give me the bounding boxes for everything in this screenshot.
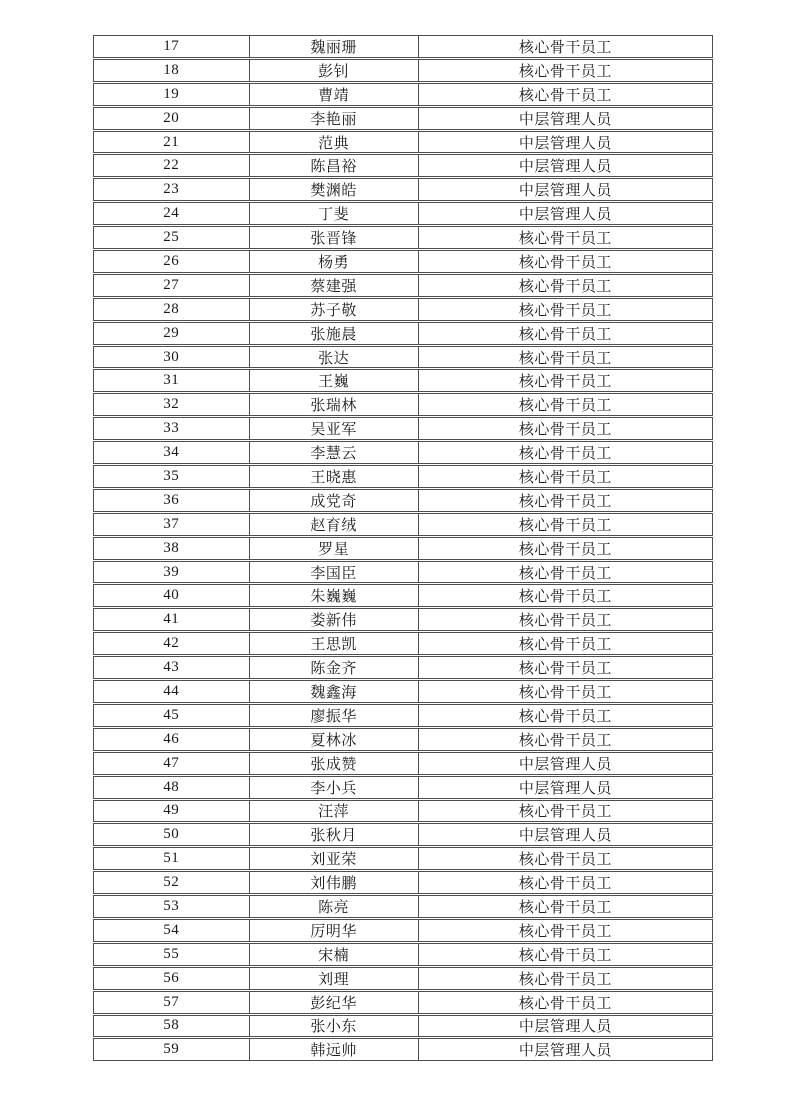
row-number-cell: 35 — [163, 467, 180, 484]
row-number-cell: 58 — [163, 1017, 180, 1034]
employee-level-cell: 核心骨干员工 — [418, 609, 712, 630]
row-number-cell: 56 — [163, 969, 180, 986]
table-row — [93, 369, 713, 392]
employee-level-cell: 核心骨干员工 — [418, 633, 712, 654]
table-row — [93, 967, 713, 990]
employee-level-cell: 核心骨干员工 — [418, 944, 712, 965]
employee-name-cell: 刘亚荣 — [249, 848, 418, 869]
row-number-cell: 20 — [163, 109, 180, 126]
employee-name-cell: 彭钊 — [249, 60, 418, 81]
table-row — [93, 919, 713, 942]
table-row — [93, 83, 713, 106]
employee-name-cell: 张小东 — [249, 1016, 418, 1037]
table-row — [93, 154, 713, 177]
employee-name-cell: 吴亚军 — [249, 418, 418, 439]
row-number-cell: 57 — [163, 993, 180, 1010]
employee-name-cell: 李国臣 — [249, 562, 418, 583]
employee-name-cell: 陈昌裕 — [249, 155, 418, 176]
employee-name-cell: 刘理 — [249, 968, 418, 989]
row-number-cell: 50 — [163, 826, 180, 843]
row-number-cell: 34 — [163, 444, 180, 461]
table-row — [93, 393, 713, 416]
employee-level-cell: 核心骨干员工 — [418, 562, 712, 583]
row-number-cell: 17 — [163, 37, 180, 54]
employee-name-cell: 王晓惠 — [249, 466, 418, 487]
table-row — [93, 632, 713, 655]
row-number-cell: 45 — [163, 706, 180, 723]
employee-name-cell: 韩远帅 — [249, 1039, 418, 1060]
row-number-cell: 46 — [163, 730, 180, 747]
table-row — [93, 752, 713, 775]
row-number-cell: 38 — [163, 539, 180, 556]
row-number-cell: 18 — [163, 61, 180, 78]
table-row — [93, 537, 713, 560]
employee-name-cell: 宋楠 — [249, 944, 418, 965]
table-row — [93, 35, 713, 58]
employee-level-cell: 核心骨干员工 — [418, 394, 712, 415]
employee-name-cell: 夏林冰 — [249, 729, 418, 750]
employee-level-cell: 核心骨干员工 — [418, 657, 712, 678]
employee-name-cell: 张施晨 — [249, 323, 418, 344]
employee-level-cell: 核心骨干员工 — [418, 514, 712, 535]
employee-level-cell: 核心骨干员工 — [418, 538, 712, 559]
employee-roster-table — [93, 35, 713, 1061]
employee-level-cell: 核心骨干员工 — [418, 490, 712, 511]
employee-level-cell: 中层管理人员 — [418, 203, 712, 224]
row-number-cell: 22 — [163, 157, 180, 174]
employee-level-cell: 核心骨干员工 — [418, 585, 712, 606]
row-number-cell: 30 — [163, 348, 180, 365]
employee-name-cell: 刘伟鹏 — [249, 872, 418, 893]
employee-name-cell: 赵育绒 — [249, 514, 418, 535]
employee-name-cell: 廖振华 — [249, 705, 418, 726]
table-row — [93, 561, 713, 584]
row-number-cell: 21 — [163, 133, 180, 150]
employee-level-cell: 核心骨干员工 — [418, 60, 712, 81]
employee-level-cell: 核心骨干员工 — [418, 227, 712, 248]
table-row — [93, 178, 713, 201]
table-row — [93, 489, 713, 512]
employee-name-cell: 杨勇 — [249, 251, 418, 272]
table-row — [93, 847, 713, 870]
employee-level-cell: 核心骨干员工 — [418, 920, 712, 941]
employee-level-cell: 核心骨干员工 — [418, 872, 712, 893]
row-number-cell: 36 — [163, 491, 180, 508]
table-row — [93, 274, 713, 297]
employee-name-cell: 陈金齐 — [249, 657, 418, 678]
table-row — [93, 584, 713, 607]
employee-level-cell: 中层管理人员 — [418, 179, 712, 200]
employee-name-cell: 王巍 — [249, 370, 418, 391]
employee-level-cell: 核心骨干员工 — [418, 681, 712, 702]
table-row — [93, 322, 713, 345]
employee-name-cell: 李小兵 — [249, 777, 418, 798]
row-number-cell: 37 — [163, 515, 180, 532]
row-number-cell: 48 — [163, 778, 180, 795]
employee-name-cell: 陈亮 — [249, 896, 418, 917]
table-row — [93, 202, 713, 225]
employee-name-cell: 王思凯 — [249, 633, 418, 654]
employee-level-cell: 中层管理人员 — [418, 777, 712, 798]
table-row — [93, 417, 713, 440]
employee-level-cell: 核心骨干员工 — [418, 84, 712, 105]
table-row — [93, 1038, 713, 1061]
table-row — [93, 871, 713, 894]
employee-name-cell: 张秋月 — [249, 824, 418, 845]
row-number-cell: 27 — [163, 276, 180, 293]
employee-level-cell: 核心骨干员工 — [418, 299, 712, 320]
employee-name-cell: 厉明华 — [249, 920, 418, 941]
employee-name-cell: 樊渊皓 — [249, 179, 418, 200]
row-number-cell: 39 — [163, 563, 180, 580]
table-row — [93, 776, 713, 799]
row-number-cell: 41 — [163, 611, 180, 628]
table-row — [93, 513, 713, 536]
employee-name-cell: 魏鑫海 — [249, 681, 418, 702]
employee-name-cell: 丁斐 — [249, 203, 418, 224]
table-row — [93, 59, 713, 82]
employee-level-cell: 中层管理人员 — [418, 1016, 712, 1037]
employee-name-cell: 李艳丽 — [249, 108, 418, 129]
table-row — [93, 250, 713, 273]
table-row — [93, 131, 713, 154]
row-number-cell: 33 — [163, 420, 180, 437]
table-row — [93, 895, 713, 918]
row-number-cell: 25 — [163, 229, 180, 246]
employee-level-cell: 核心骨干员工 — [418, 251, 712, 272]
row-number-cell: 49 — [163, 802, 180, 819]
table-row — [93, 943, 713, 966]
employee-name-cell: 成党奇 — [249, 490, 418, 511]
employee-level-cell: 核心骨干员工 — [418, 705, 712, 726]
employee-level-cell: 核心骨干员工 — [418, 848, 712, 869]
employee-level-cell: 中层管理人员 — [418, 132, 712, 153]
employee-name-cell: 彭纪华 — [249, 992, 418, 1013]
row-number-cell: 31 — [163, 372, 180, 389]
employee-name-cell: 曹靖 — [249, 84, 418, 105]
employee-name-cell: 李慧云 — [249, 442, 418, 463]
employee-level-cell: 核心骨干员工 — [418, 370, 712, 391]
employee-level-cell: 中层管理人员 — [418, 108, 712, 129]
table-row — [93, 704, 713, 727]
row-number-cell: 43 — [163, 659, 180, 676]
row-number-cell: 40 — [163, 587, 180, 604]
row-number-cell: 44 — [163, 682, 180, 699]
employee-level-cell: 核心骨干员工 — [418, 968, 712, 989]
table-row — [93, 800, 713, 823]
employee-level-cell: 中层管理人员 — [418, 155, 712, 176]
table-row — [93, 728, 713, 751]
row-number-cell: 26 — [163, 252, 180, 269]
row-number-cell: 24 — [163, 205, 180, 222]
employee-level-cell: 核心骨干员工 — [418, 466, 712, 487]
row-number-cell: 59 — [163, 1041, 180, 1058]
row-number-cell: 28 — [163, 300, 180, 317]
employee-name-cell: 魏丽珊 — [249, 36, 418, 57]
table-row — [93, 346, 713, 369]
table-row — [93, 680, 713, 703]
employee-level-cell: 核心骨干员工 — [418, 896, 712, 917]
employee-level-cell: 核心骨干员工 — [418, 801, 712, 822]
row-number-cell: 19 — [163, 85, 180, 102]
employee-name-cell: 苏子敬 — [249, 299, 418, 320]
row-number-cell: 51 — [163, 850, 180, 867]
row-number-cell: 42 — [163, 635, 180, 652]
employee-level-cell: 核心骨干员工 — [418, 323, 712, 344]
employee-level-cell: 核心骨干员工 — [418, 275, 712, 296]
table-row — [93, 441, 713, 464]
employee-name-cell: 张瑞林 — [249, 394, 418, 415]
table-row — [93, 1015, 713, 1038]
employee-level-cell: 中层管理人员 — [418, 753, 712, 774]
row-number-cell: 52 — [163, 874, 180, 891]
row-number-cell: 55 — [163, 945, 180, 962]
row-number-cell: 32 — [163, 396, 180, 413]
employee-name-cell: 娄新伟 — [249, 609, 418, 630]
table-row — [93, 226, 713, 249]
table-row — [93, 465, 713, 488]
employee-name-cell: 朱巍巍 — [249, 585, 418, 606]
employee-level-cell: 中层管理人员 — [418, 1039, 712, 1060]
table-row — [93, 991, 713, 1014]
row-number-cell: 53 — [163, 898, 180, 914]
row-number-cell: 29 — [163, 324, 180, 341]
employee-level-cell: 核心骨干员工 — [418, 418, 712, 439]
employee-level-cell: 核心骨干员工 — [418, 347, 712, 368]
table-row — [93, 107, 713, 130]
employee-name-cell: 蔡建强 — [249, 275, 418, 296]
employee-name-cell: 张晋锋 — [249, 227, 418, 248]
employee-name-cell: 张达 — [249, 347, 418, 368]
employee-level-cell: 核心骨干员工 — [418, 992, 712, 1013]
employee-name-cell: 张成赞 — [249, 753, 418, 774]
employee-level-cell: 中层管理人员 — [418, 824, 712, 845]
table-row — [93, 608, 713, 631]
employee-level-cell: 核心骨干员工 — [418, 36, 712, 57]
row-number-cell: 54 — [163, 921, 180, 938]
table-row — [93, 298, 713, 321]
row-number-cell: 47 — [163, 754, 180, 771]
employee-name-cell: 范典 — [249, 132, 418, 153]
employee-name-cell: 罗星 — [249, 538, 418, 559]
row-number-cell: 23 — [163, 181, 180, 198]
employee-level-cell: 核心骨干员工 — [418, 442, 712, 463]
table-row — [93, 656, 713, 679]
table-row — [93, 823, 713, 846]
employee-level-cell: 核心骨干员工 — [418, 729, 712, 750]
employee-name-cell: 汪萍 — [249, 801, 418, 822]
